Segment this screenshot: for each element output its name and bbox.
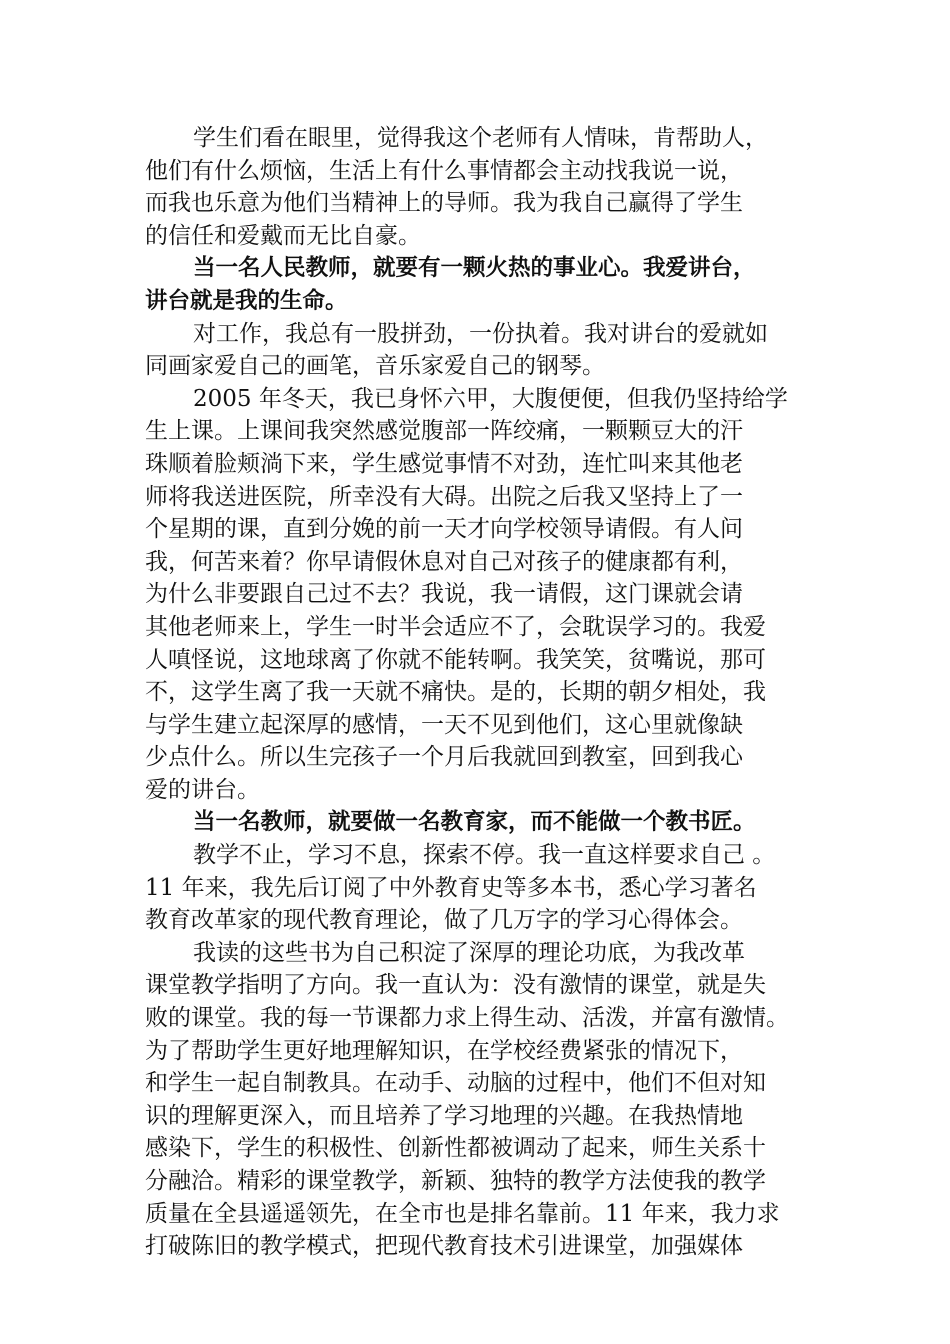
text-line: 和学生一起自制教具。在动手、动脑的过程中，他们不但对知 [145,1070,766,1097]
text-line: 识的理解更深入，而且培养了学习地理的兴趣。在我热情地 [145,1102,743,1129]
text-line: 同画家爱自己的画笔，音乐家爱自己的钢琴。 [145,353,605,380]
text-line: 教育改革家的现代教育理论，做了几万字的学习心得体会。 [145,907,743,934]
text-line: 为了帮助学生更好地理解知识，在学校经费紧张的情况下， [145,1037,743,1064]
text-line: 个星期的课，直到分娩的前一天才向学校领导请假。有人问 [145,516,743,543]
text-line: 他们有什么烦恼，生活上有什么事情都会主动找我说一说， [145,157,743,184]
text-line: 教学不止，学习不息，探索不停。我一直这样要求自己 。 [193,842,776,869]
text-line: 与学生建立起深厚的感情，一天不见到他们，这心里就像缺 [145,711,743,738]
text-line: 不，这学生离了我一天就不痛快。是的，长期的朝夕相处，我 [145,679,766,706]
text-line: 课堂教学指明了方向。我一直认为：没有激情的课堂，就是失 [145,972,766,999]
text-line: 生上课。上课间我突然感觉腹部一阵绞痛，一颗颗豆大的汗 [145,418,743,445]
text-line: 质量在全县遥遥领先，在全市也是排名靠前。11 年来，我力求 [145,1200,780,1227]
text-line: 师将我送进医院，所幸没有大碍。出院之后我又坚持上了一 [145,483,743,510]
text-line: 对工作，我总有一股拼劲，一份执着。我对讲台的爱就如 [193,320,768,347]
text-line: 人嗔怪说，这地球离了你就不能转啊。我笑笑，贫嘴说，那可 [145,646,766,673]
document-page [145,122,805,1263]
text-line: 为什么非要跟自己过不去？我说，我一请假，这门课就会请 [145,581,743,608]
text-line: 我，何苦来着？你早请假休息对自己对孩子的健康都有利， [145,548,743,575]
text-line: 我读的这些书为自己积淀了深厚的理论功底，为我改革 [193,939,745,966]
text-line: 其他老师来上，学生一时半会适应不了，会耽误学习的。我爱 [145,613,766,640]
heading-line: 当一名教师，就要做一名教育家，而不能做一个教书匠。 [193,809,756,836]
text-line: 学生们看在眼里，觉得我这个老师有人情味，肯帮助人， [193,125,768,151]
text-line: 珠顺着脸颊淌下来，学生感觉事情不对劲，连忙叫来其他老 [145,450,743,477]
text-line: 打破陈旧的教学模式，把现代教育技术引进课堂，加强媒体 [145,1233,743,1260]
text-line: 爱的讲台。 [145,776,260,803]
text-line: 2005 年冬天，我已身怀六甲，大腹便便，但我仍坚持给学 [193,385,788,412]
text-line: 11 年来，我先后订阅了中外教育史等多本书，悉心学习著名 [145,874,757,901]
text-line: 少点什么。所以生完孩子一个月后我就回到教室，回到我心 [145,744,743,771]
text-line: 的信任和爱戴而无比自豪。 [145,222,421,249]
heading-line: 讲台就是我的生命。 [145,287,348,314]
text-line: 而我也乐意为他们当精神上的导师。我为我自己赢得了学生 [145,190,743,217]
text-line: 败的课堂。我的每一节课都力求上得生动、活泼，并富有激情。 [145,1005,789,1032]
text-line: 分融洽。精彩的课堂教学，新颖、独特的教学方法使我的教学 [145,1168,766,1194]
text-line: 感染下，学生的积极性、创新性都被调动了起来，师生关系十 [145,1135,766,1162]
heading-line: 当一名人民教师，就要有一颗火热的事业心。我爱讲台， [193,255,756,282]
